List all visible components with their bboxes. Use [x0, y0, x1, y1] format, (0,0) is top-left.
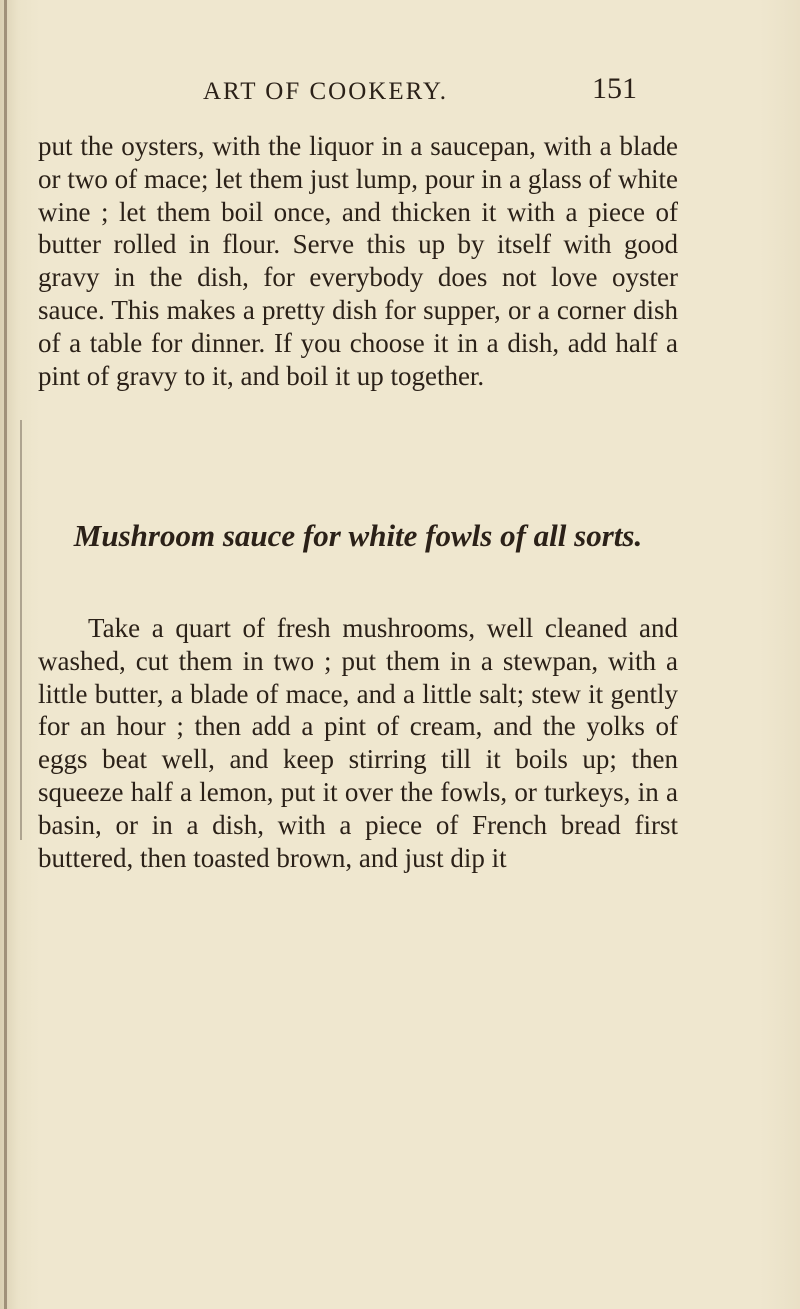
- paragraph-mushroom-sauce: Take a quart of fresh mushrooms, well cleaned and washed, cut them in two ; put them in a stewpan, with a little butter, a blade of mace, and a little salt; stew it gently for an hour ; then add a pint of cream, and the yolks of eggs beat well, and keep stirring till it boils up; then squeeze half a lemon, put it over the fowls, or turkeys, in a basin, or in a dish, with a piece of French bread first buttered, then toasted brown, and just dip it: [38, 613, 678, 873]
- paragraph-oyster-sauce: put the oysters, with the liquor in a saucepan, with a blade or two of mace; let them just lump, pour in a glass of white wine ; let them boil once, and thicken it with a piece of butter rolled in flour. Serve this up by itself with good gravy in the dish, for everybody does not love oyster sauce. This makes a pretty dish for supper, or a corner dish of a table for dinner. If you choose it in a dish, add half a pint of gravy to it, and boil it up together.: [38, 131, 678, 391]
- page-gutter-edge: [4, 0, 7, 1309]
- page-gutter-shadow: [20, 420, 22, 840]
- running-head: ART OF COOKERY.: [203, 78, 448, 105]
- recipe-heading: Mushroom sauce for white fowls of all sorts.: [73, 518, 643, 553]
- page-number: 151: [592, 72, 637, 105]
